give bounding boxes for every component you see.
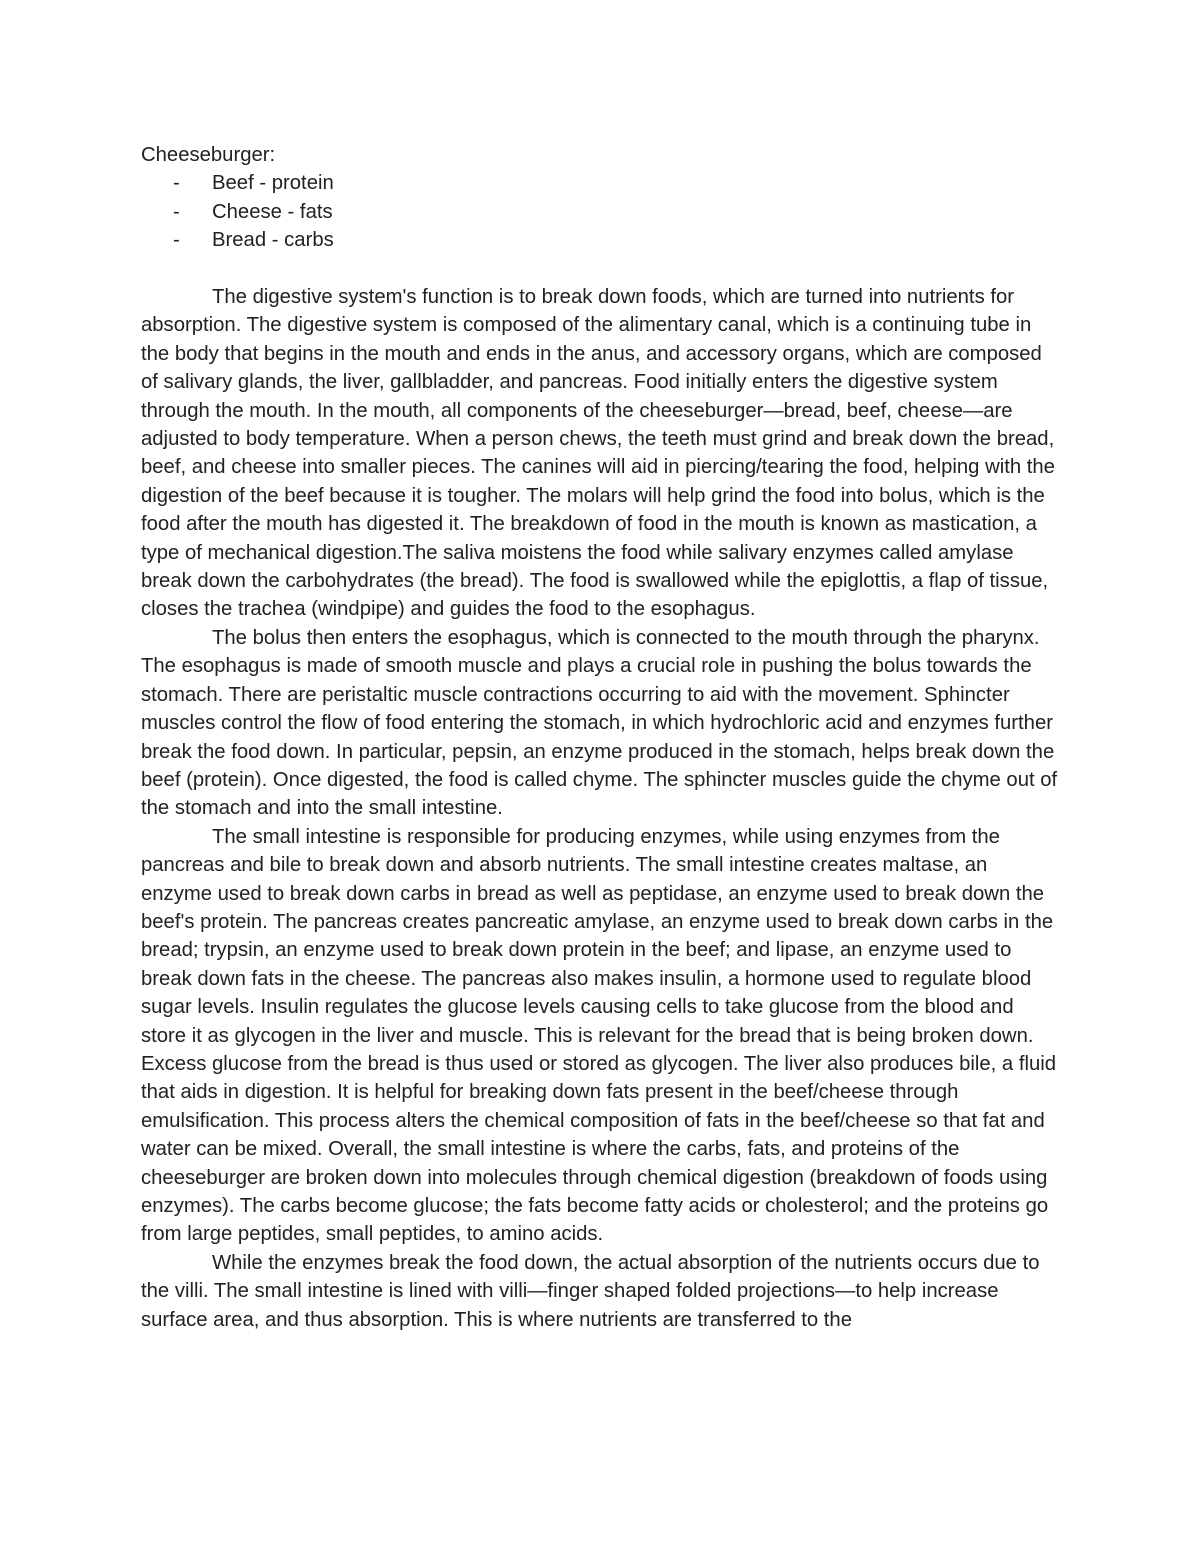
list-item-text: Beef - protein [212,172,334,195]
list-item-text: Bread - carbs [212,229,334,252]
paragraph: The small intestine is responsible for producing enzymes, while using enzymes from the pancreas and bile to break down and absorb nutrients. The small intestine creates maltase, an enzyme used to break down carbs in bread as well as peptidase, an enzyme used to break down the beef's protein. The pancreas creates pancreatic amylase, an enzyme used to break down carbs in the bread; trypsin, an enzyme used to break down protein in the beef; and lipase, an enzyme used to break down fats in the cheese. The pancreas also makes insulin, a hormone used to regulate blood sugar levels. Insulin regulates the glucose levels causing cells to take glucose from the blood and store it as glycogen in the liver and muscle. This is relevant for the bread that is being broken down. Excess glucose from the bread is thus used or stored as glycogen. The liver also produces bile, a fluid that aids in digestion. It is helpful for breaking down fats present in the beef/cheese through emulsification. This process alters the chemical composition of fats in the beef/cheese so that fat and water can be mixed. Overall, the small intestine is where the carbs, fats, and proteins of the cheeseburger are broken down into molecules through chemical digestion (breakdown of foods using enzymes). The carbs become glucose; the fats become fatty acids or cholesterol; and the proteins go from large peptides, small peptides, to amino acids. [141,825,1057,1246]
list-dash: - [173,200,180,223]
list-item-text: Cheese - fats [212,200,333,223]
blank-line [141,255,1061,283]
paragraph: The bolus then enters the esophagus, which is connected to the mouth through the pharynx. The esophagus is made of smooth muscle and plays a crucial role in pushing the bolus towards the stomach. There are peristaltic muscle contractions occurring to aid with the movement. Sphincter muscles control the flow of food entering the stomach, in which hydrochloric acid and enzymes further break the food down. In particular, pepsin, an enzyme produced in the stomach, helps break down the beef (protein). Once digested, the food is called chyme. The sphincter muscles guide the chyme out of the stomach and into the small intestine. [141,626,1058,820]
list-dash: - [173,172,180,195]
list-item [141,198,1061,226]
paragraph: The digestive system's function is to break down foods, which are turned into nutrients for absorption. The digestive system is composed of the alimentary canal, which is a continuing tube in the body that begins in the mouth and ends in the anus, and accessory organs, which are composed of salivary glands, the liver, gallbladder, and pancreas. Food initially enters the digestive system through the mouth. In the mouth, all components of the cheeseburger—bread, beef, cheese—are adjusted to body temperature. When a person chews, the teeth must grind and break down the bread, beef, and cheese into smaller pieces. The canines will aid in piercing/tearing the food, helping with the digestion of the beef because it is tougher. The molars will help grind the food into bolus, which is the food after the mouth has digested it. The breakdown of food in the mouth is known as mastication, a type of mechanical digestion.The saliva moistens the food while salivary enzymes called amylase break down the carbohydrates (the bread). The food is swallowed while the epiglottis, a flap of tissue, closes the trachea (windpipe) and guides the food to the esophagus. [141,286,1055,621]
list-dash: - [173,229,180,252]
document-body [141,141,1061,1334]
list-item [141,169,1061,197]
paragraph: While the enzymes break the food down, the actual absorption of the nutrients occurs due to the villi. The small intestine is lined with villi—finger shaped folded projections—to help increase surface area, and thus absorption. This is where nutrients are transferred to the [141,1251,1040,1331]
document-heading: Cheeseburger: [141,144,276,166]
list-item [141,226,1061,254]
ingredient-list [141,169,1061,254]
